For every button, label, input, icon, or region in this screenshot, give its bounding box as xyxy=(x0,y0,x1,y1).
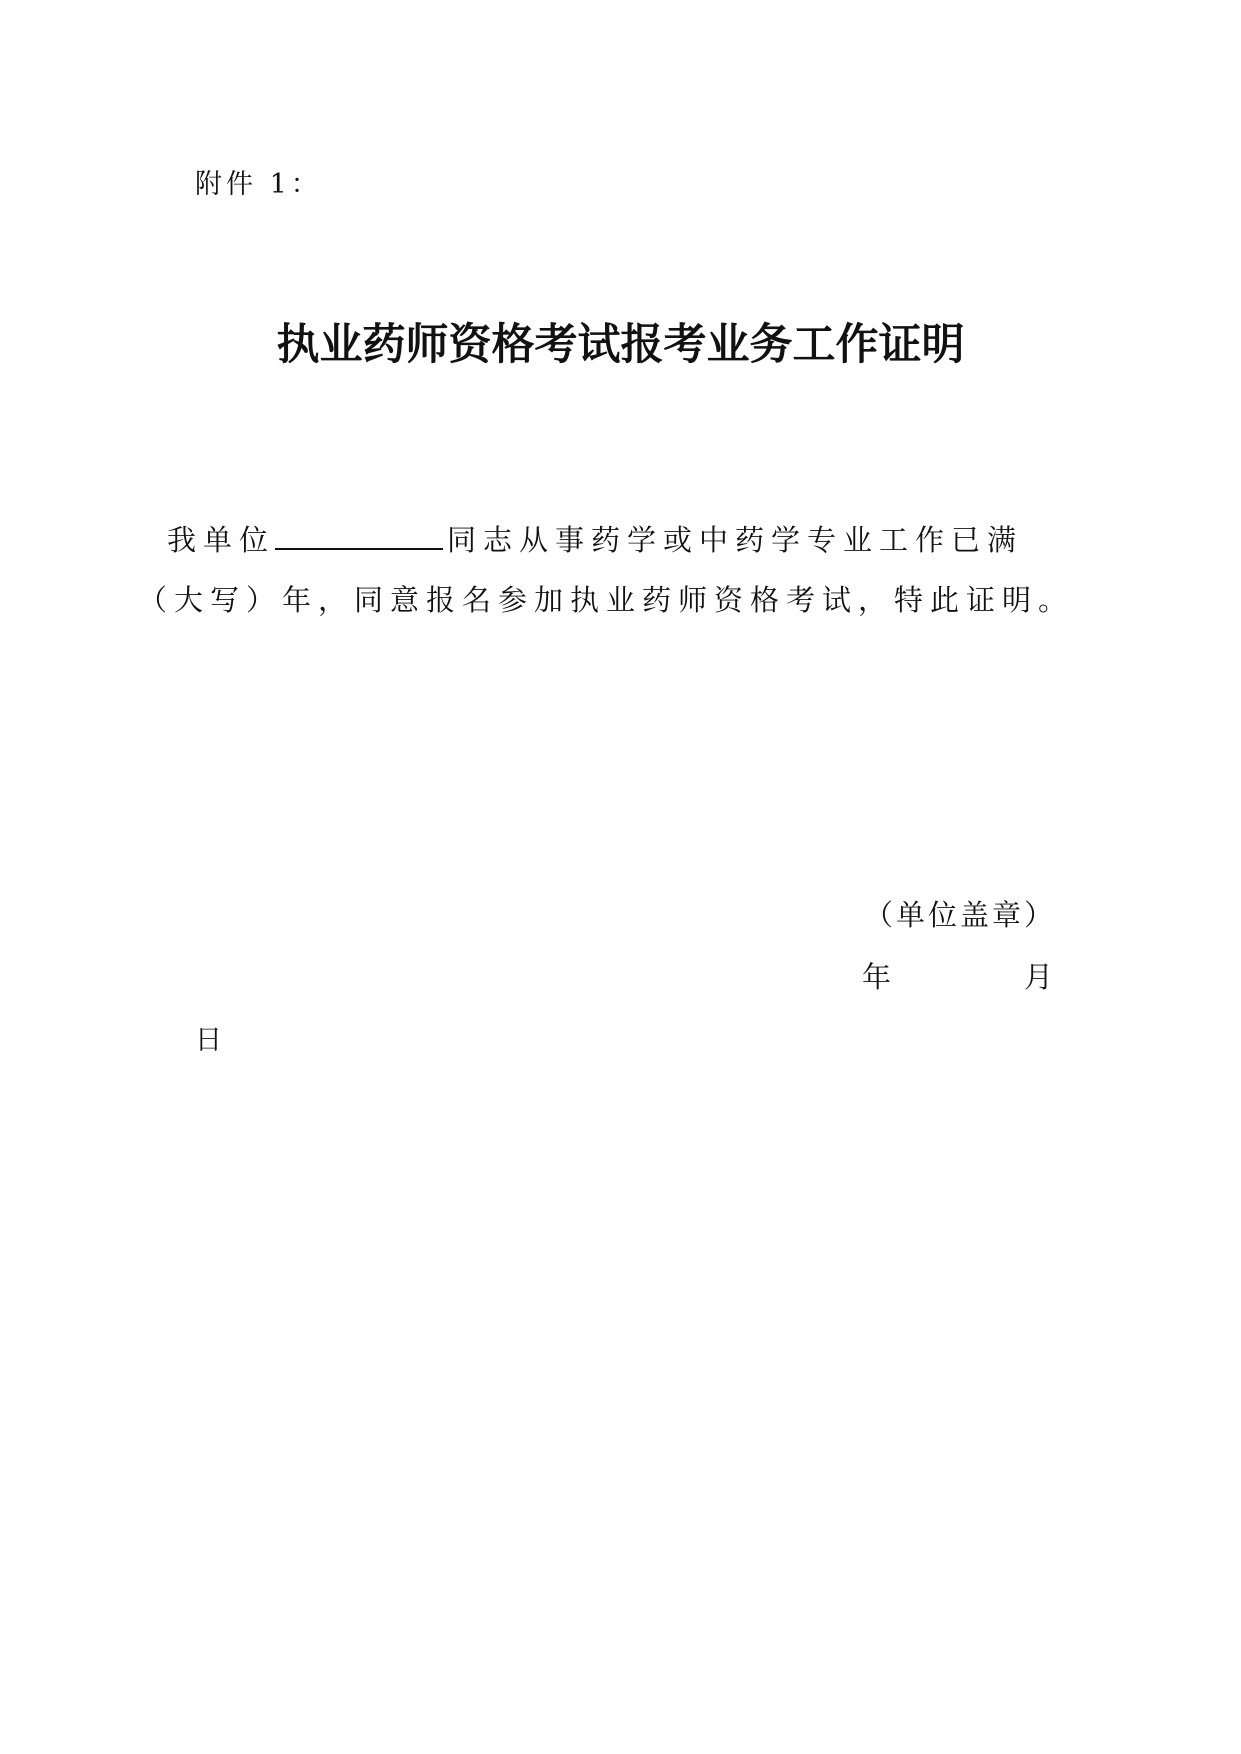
date-day-label: 日 xyxy=(195,1025,222,1056)
document-title: 执业药师资格考试报考业务工作证明 xyxy=(276,320,965,370)
date-year-label: 年 xyxy=(862,960,892,994)
date-month-label: 月 xyxy=(1024,960,1054,994)
certificate-line-1 xyxy=(167,518,1023,559)
name-blank-field[interactable] xyxy=(275,518,443,550)
certificate-line-2: （大写）年，同意报名参加执业药师资格考试，特此证明。 xyxy=(138,583,1075,617)
attachment-label: 附件 1： xyxy=(195,169,322,200)
line1-suffix: 同志从事药学或中药学专业工作已满 xyxy=(447,523,1024,557)
unit-seal-label: （单位盖章） xyxy=(864,898,1057,932)
line1-prefix: 我单位 xyxy=(167,523,276,557)
